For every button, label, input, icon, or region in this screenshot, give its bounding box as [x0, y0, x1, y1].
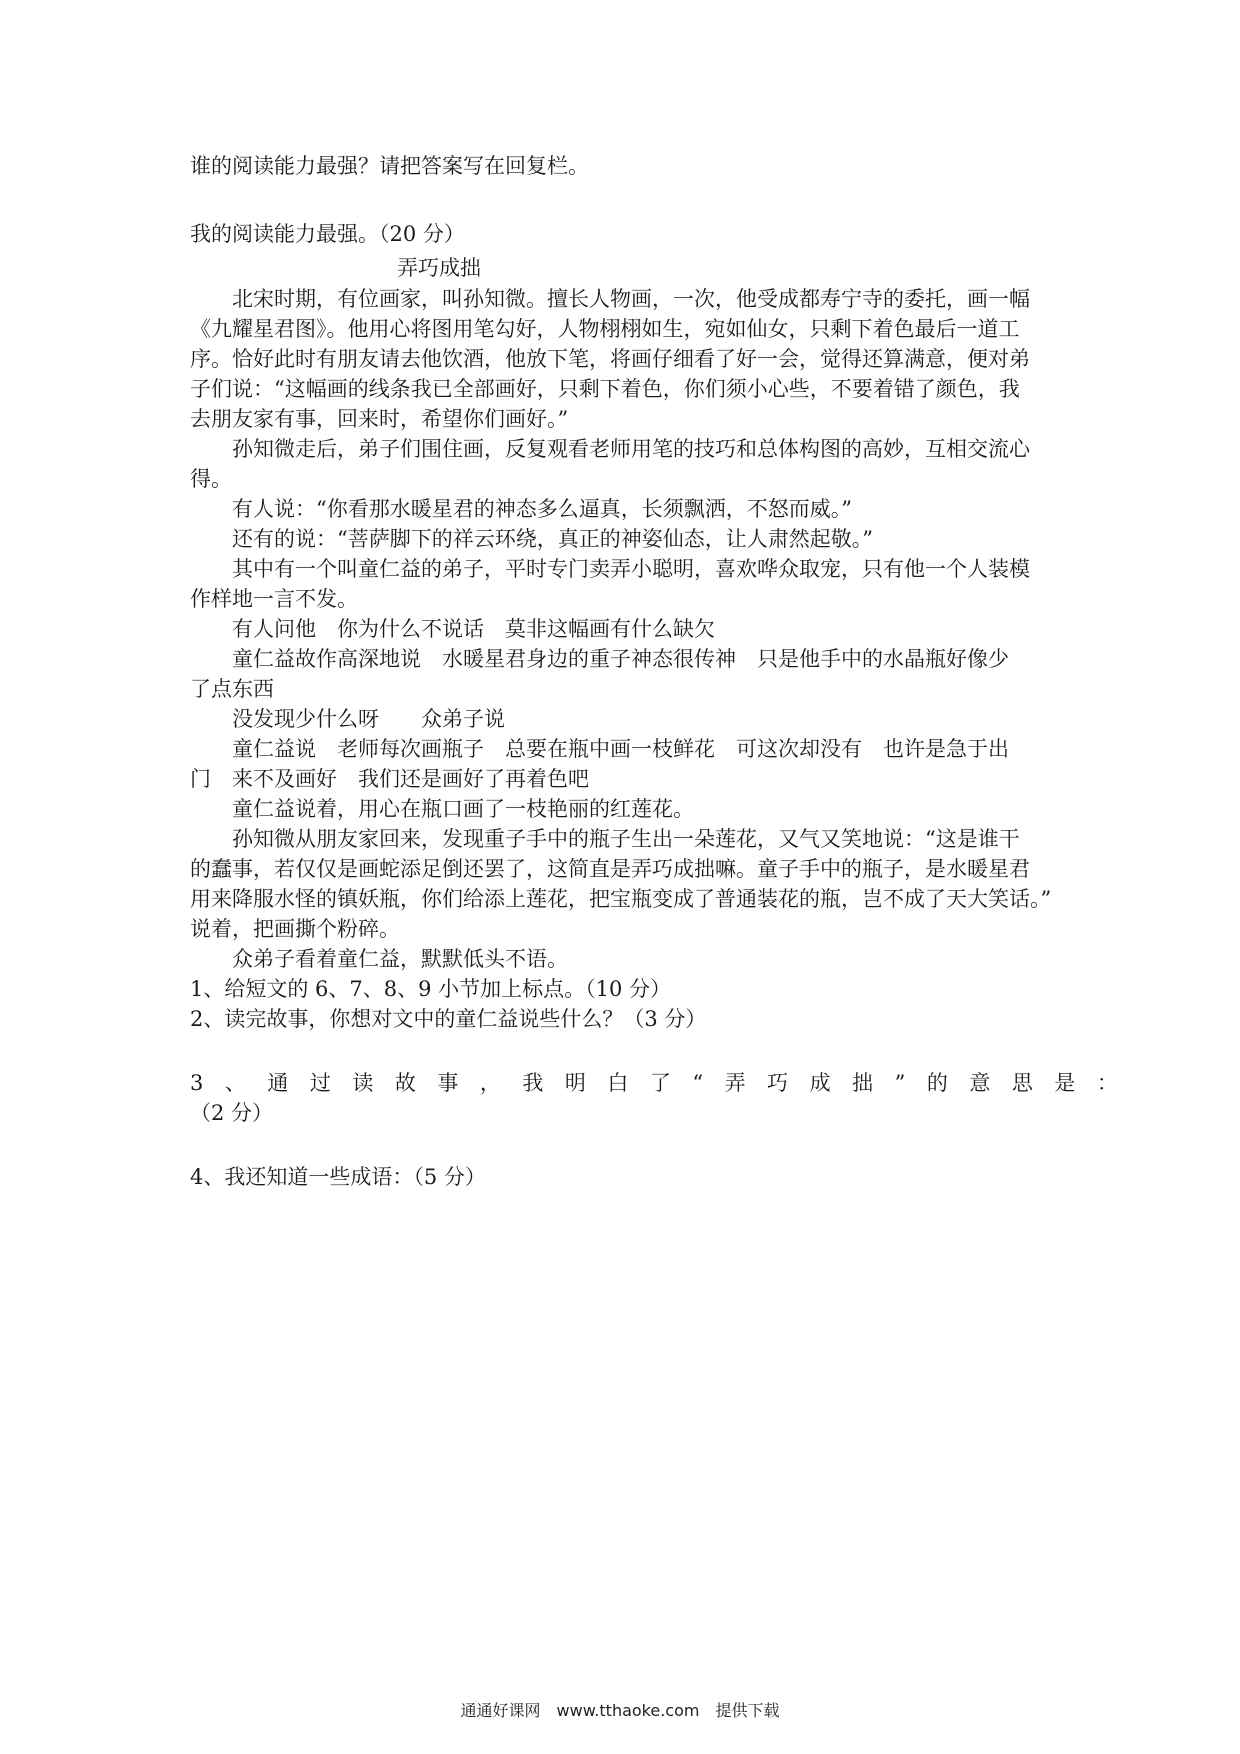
passage-line: 其中有一个叫童仁益的弟子，平时专门卖弄小聪明，喜欢哗众取宠，只有他一个人装模 [232, 557, 1030, 581]
passage-line: 序。恰好此时有朋友请去他饮酒，他放下笔，将画仔细看了好一会，觉得还算满意，便对弟 [190, 347, 1030, 371]
passage-line: 说着，把画撕个粉碎。 [190, 917, 400, 941]
question-2: 2、读完故事，你想对文中的童仁益说些什么？（3 分） [190, 1007, 707, 1031]
passage-line: 有人说：“你看那水暖星君的神态多么逼真，长须飘洒，不怒而威。” [232, 497, 852, 521]
question-1: 1、给短文的 6、7、8、9 小节加上标点。（10 分） [190, 977, 672, 1001]
question-4: 4、我还知道一些成语：（5 分） [190, 1165, 486, 1189]
passage-line: 用来降服水怪的镇妖瓶，你们给添上莲花，把宝瓶变成了普通装花的瓶，岂不成了天大笑话。” [190, 887, 1052, 911]
passage-line: 没发现少什么呀 众弟子说 [232, 707, 505, 731]
passage-line: 童仁益说 老师每次画瓶子 总要在瓶中画一枝鲜花 可这次却没有 也许是急于出 [232, 737, 1009, 761]
passage-line: 去朋友家有事，回来时，希望你们画好。” [190, 407, 569, 431]
passage-line: 有人问他 你为什么不说话 莫非这幅画有什么缺欠 [232, 617, 715, 641]
question-3: 3、通过读故事，我明白了“弄巧成拙”的意思是： [190, 1071, 1140, 1095]
passage-line: 作样地一言不发。 [190, 587, 358, 611]
passage-line: 童仁益说着，用心在瓶口画了一枝艳丽的红莲花。 [232, 797, 694, 821]
passage-line: 众弟子看着童仁益，默默低头不语。 [232, 947, 568, 971]
footer-credit: 通通好课网 www.tthaoke.com 提供下载 [460, 1701, 780, 1720]
passage-line: 《九耀星君图》。他用心将图用笔勾好，人物栩栩如生，宛如仙女，只剩下着色最后一道工 [190, 317, 1020, 341]
passage-line: 得。 [190, 467, 232, 491]
passage-line: 子们说：“这幅画的线条我已全部画好，只剩下着色，你们须小心些，不要着错了颜色，我 [190, 377, 1020, 401]
reading-prompt: 谁的阅读能力最强？请把答案写在回复栏。 [190, 154, 589, 178]
passage-line: 孙知微从朋友家回来，发现重子手中的瓶子生出一朵莲花，又气又笑地说：“这是谁干 [232, 827, 1020, 851]
passage-line: 孙知微走后，弟子们围住画，反复观看老师用笔的技巧和总体构图的高妙，互相交流心 [232, 437, 1030, 461]
passage-line: 童仁益故作高深地说 水暖星君身边的重子神态很传神 只是他手中的水晶瓶好像少 [232, 647, 1009, 671]
passage-line: 的蠢事，若仅仅是画蛇添足倒还罢了，这简直是弄巧成拙嘛。童子手中的瓶子，是水暖星君 [190, 857, 1030, 881]
passage-line: 了点东西 [190, 677, 274, 701]
question-3-points: （2 分） [190, 1101, 274, 1125]
passage-line: 还有的说：“菩萨脚下的祥云环绕，真正的神姿仙态，让人肃然起敬。” [232, 527, 873, 551]
story-title: 弄巧成拙 [397, 256, 481, 280]
passage-line: 北宋时期，有位画家，叫孙知微。擅长人物画，一次，他受成都寿宁寺的委托，画一幅 [232, 287, 1030, 311]
passage-line: 门 来不及画好 我们还是画好了再着色吧 [190, 767, 589, 791]
section-heading: 我的阅读能力最强。（20 分） [190, 222, 465, 246]
